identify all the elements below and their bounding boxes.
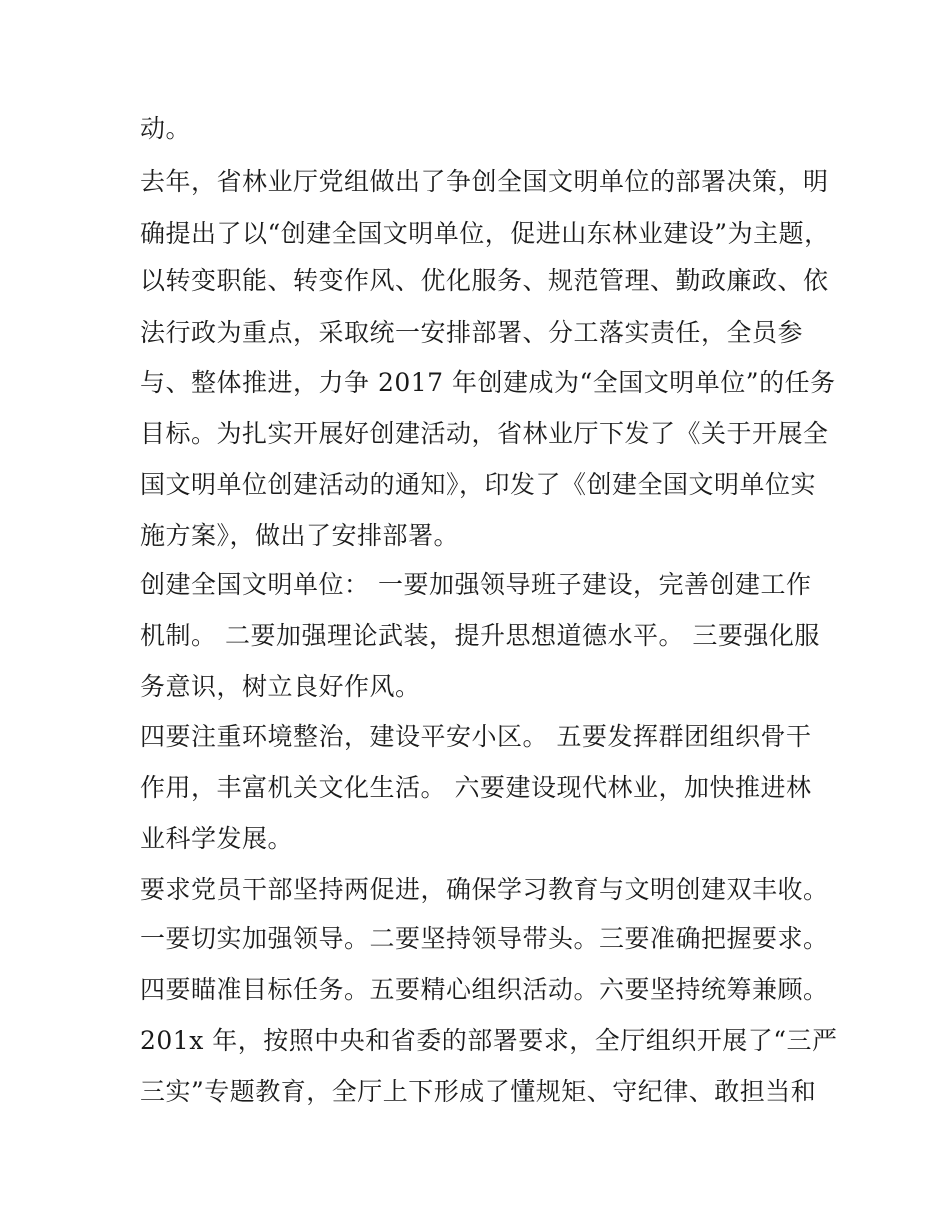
text-line: 目标。为扎实开展好创建活动，省林业厅下发了《关于开展全 bbox=[140, 419, 829, 448]
text-line: 以转变职能、转变作风、优化服务、规范管理、勤政廉政、依 bbox=[140, 266, 829, 295]
text-line: 四要瞄准目标任务。五要精心组织活动。六要坚持统筹兼顾。 bbox=[140, 975, 829, 1004]
text-line: 三实”专题教育，全厅上下形成了懂规矩、守纪律、敢担当和 bbox=[140, 1077, 817, 1106]
text-line: 201x 年，按照中央和省委的部署要求，全厅组织开展了“三严 bbox=[140, 1026, 838, 1055]
text-line: 机制。 二要加强理论武装，提升思想道德水平。 三要强化服 bbox=[140, 621, 820, 650]
text-line: 与、整体推进，力争 2017 年创建成为“全国文明单位”的任务 bbox=[140, 368, 836, 397]
text-line: 务意识，树立良好作风。 bbox=[140, 672, 421, 701]
text-line: 作用，丰富机关文化生活。 六要建设现代林业，加快推进林 bbox=[140, 773, 812, 802]
text-line: 业科学发展。 bbox=[140, 824, 294, 853]
text-line: 确提出了以“创建全国文明单位，促进山东林业建设”为主题， bbox=[140, 219, 830, 248]
text-line: 动。 bbox=[140, 114, 192, 143]
text-line: 法行政为重点，采取统一安排部署、分工落实责任，全员参 bbox=[140, 318, 804, 347]
text-line: 去年，省林业厅党组做出了争创全国文明单位的部署决策，明 bbox=[140, 167, 829, 196]
text-line: 施方案》，做出了安排部署。 bbox=[140, 521, 460, 550]
text-line: 要求党员干部坚持两促进，确保学习教育与文明创建双丰收。 bbox=[140, 875, 829, 904]
text-line: 一要切实加强领导。二要坚持领导带头。三要准确把握要求。 bbox=[140, 924, 829, 953]
text-line: 国文明单位创建活动的通知》，印发了《创建全国文明单位实 bbox=[140, 470, 817, 499]
text-line: 四要注重环境整治，建设平安小区。 五要发挥群团组织骨干 bbox=[140, 722, 812, 751]
text-line: 创建全国文明单位： 一要加强领导班子建设，完善创建工作 bbox=[140, 570, 812, 599]
